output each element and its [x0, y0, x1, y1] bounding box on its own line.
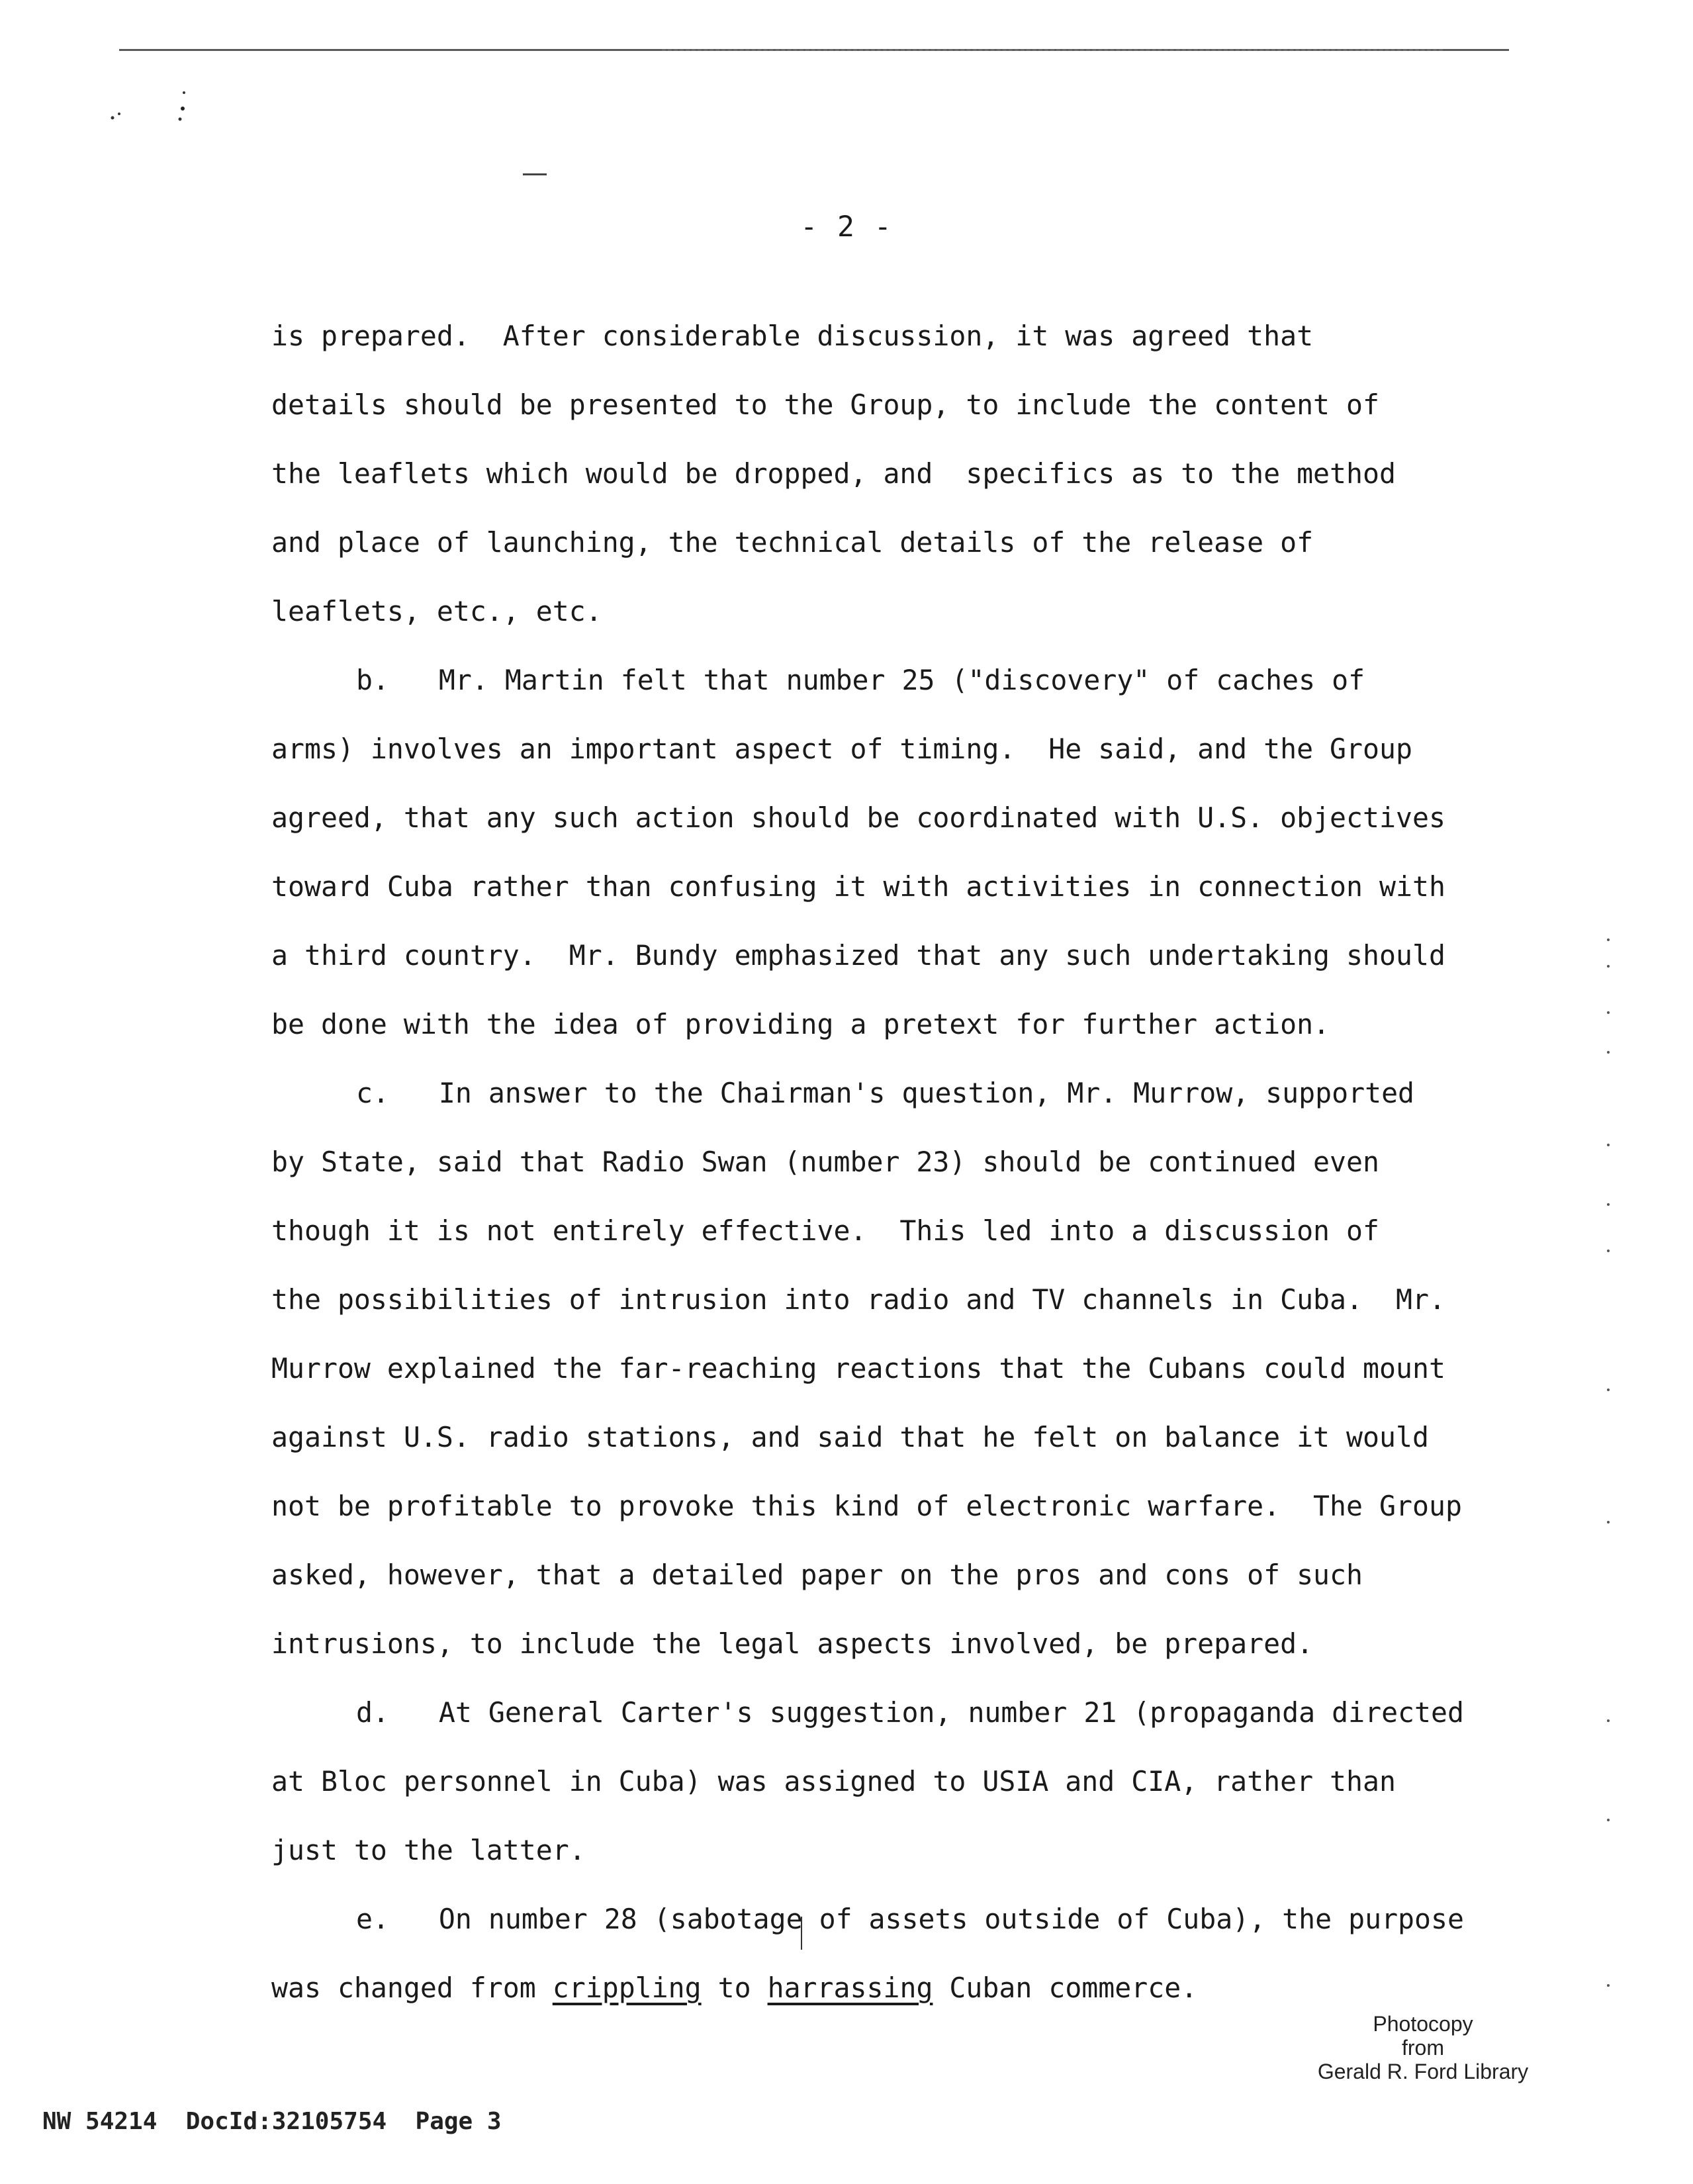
memo-body [271, 302, 1516, 2023]
stray-vertical-mark [801, 1917, 802, 1950]
item-c-line: c. In answer to the Chairman's question, Mr. Murrow, supported [356, 1077, 1415, 1109]
item-e-text: Cuban commerce. [933, 1972, 1198, 2004]
underlined-word-harrassing: harrassing [767, 1972, 933, 2004]
item-c-line: though it is not entirely effective. This led into a discussion of [271, 1214, 1380, 1247]
stamp-line: Photocopy [1373, 2012, 1473, 2036]
item-c-line: against U.S. radio stations, and said that he felt on balance it would [271, 1421, 1429, 1453]
item-c-line: intrusions, to include the legal aspects involved, be prepared. [271, 1627, 1314, 1660]
margin-scan-dots [1602, 927, 1615, 2052]
item-e-text: to [701, 1972, 768, 2004]
item-c-line: asked, however, that a detailed paper on the pros and cons of such [271, 1559, 1363, 1591]
paragraph-line: details should be presented to the Group, to include the content of [271, 388, 1380, 421]
item-b-line: toward Cuba rather than confusing it with activities in connection with [271, 870, 1445, 903]
paragraph-line: is prepared. After considerable discussion, it was agreed that [271, 320, 1314, 352]
stray-dash-mark [523, 173, 547, 175]
stamp-line: Gerald R. Ford Library [1317, 2060, 1529, 2083]
page-number: - 2 - [800, 210, 893, 244]
item-b-line: b. Mr. Martin felt that number 25 ("discovery" of caches of [356, 664, 1365, 696]
paragraph-line: the leaflets which would be dropped, and specifics as to the method [271, 457, 1396, 490]
stamp-line: from [1402, 2036, 1444, 2060]
item-c-line: Murrow explained the far-reaching reactions that the Cubans could mount [271, 1352, 1445, 1385]
item-b-line: arms) involves an important aspect of timing. He said, and the Group [271, 733, 1412, 765]
item-e-line: e. On number 28 (sabotage of assets outside of Cuba), the purpose [356, 1903, 1465, 1935]
item-d-line: just to the latter. [271, 1834, 586, 1866]
top-scan-rule-dashed [662, 49, 1443, 51]
underlined-word-crippling: crippling [552, 1972, 702, 2004]
item-b-line: a third country. Mr. Bundy emphasized that any such undertaking should [271, 939, 1445, 972]
item-c-line: by State, said that Radio Swan (number 23) should be continued even [271, 1146, 1380, 1178]
document-footer-id: NW 54214 DocId:32105754 Page 3 [42, 2108, 502, 2135]
item-d-line: at Bloc personnel in Cuba) was assigned to USIA and CIA, rather than [271, 1765, 1396, 1797]
item-c-line: the possibilities of intrusion into radio and TV channels in Cuba. Mr. [271, 1283, 1445, 1316]
item-b-line: agreed, that any such action should be coordinated with U.S. objectives [271, 801, 1445, 834]
item-b-line: be done with the idea of providing a pretext for further action. [271, 1008, 1330, 1040]
item-e-text: was changed from [271, 1972, 553, 2004]
library-stamp [1284, 2012, 1562, 2083]
scan-artifact-marks [99, 86, 192, 132]
item-c-line: not be profitable to provoke this kind of electronic warfare. The Group [271, 1490, 1462, 1522]
paragraph-line: leaflets, etc., etc. [271, 595, 602, 627]
item-d-line: d. At General Carter's suggestion, number 21 (propaganda directed [356, 1696, 1465, 1729]
paragraph-line: and place of launching, the technical details of the release of [271, 526, 1314, 559]
